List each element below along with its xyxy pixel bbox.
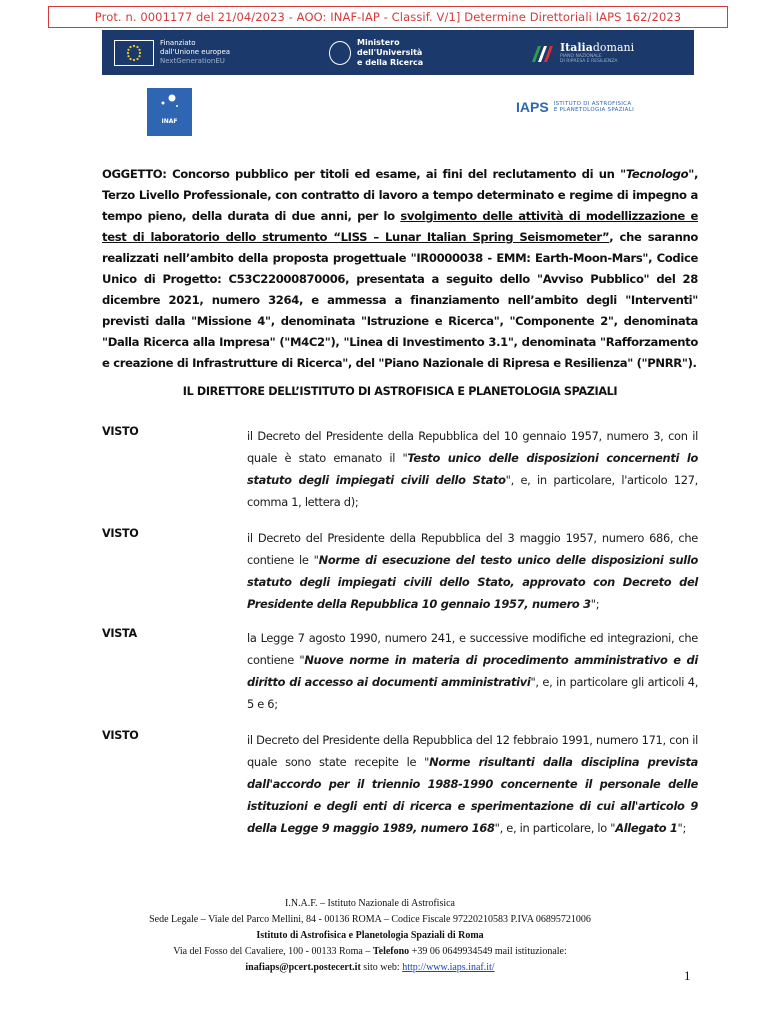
eu-text-1: Finanziato — [160, 39, 196, 47]
footer-line-5: inafiaps@pcert.postecert.it sito web: http://www.iaps.inaf.it/ — [245, 962, 495, 973]
clause-key: VISTO — [102, 729, 139, 742]
inaf-star-icon — [147, 88, 192, 118]
protocol-stamp: Prot. n. 0001177 del 21/04/2023 - AOO: INAF-IAP - Classif. V/1] Determine Direttoriali IAPS 162/2023 — [48, 6, 728, 28]
italiadomani-logo — [529, 41, 634, 64]
inaf-logo — [147, 88, 192, 136]
director-heading: IL DIRETTORE DELL’ISTITUTO DI ASTROFISICA E PLANETOLOGIA SPAZIALI — [182, 385, 618, 398]
footer-line-1: I.N.A.F. – Istituto Nazionale di Astrofisica — [284, 898, 455, 909]
funding-banner — [102, 30, 694, 75]
eu-flag-icon — [114, 40, 154, 66]
eu-text-2: dall'Unione europea — [160, 48, 231, 56]
mur-text-1: Ministero — [357, 37, 400, 47]
iaps-sub-2: E PLANETOLOGIA SPAZIALI — [553, 107, 635, 113]
clause-key: VISTO — [102, 425, 139, 438]
italiadomani-sub-1: PIANO NAZIONALE — [560, 54, 602, 59]
iaps-sub-1: ISTITUTO DI ASTROFISICA — [553, 100, 632, 107]
clause-text: il Decreto del Presidente della Repubblica del 3 maggio 1957, numero 686, che contiene le "Norme di esecuzione del testo unico delle disposizioni sullo statuto degli impiegati civili dello Stato, approvato con Decreto del Presidente della Repubblica 10 gennaio 1957, numero 3"; — [247, 531, 698, 611]
italiadomani-sub-2: DI RIPRESA E RESILIENZA — [560, 59, 618, 64]
inaf-label: INAF — [161, 118, 178, 125]
clause-text: il Decreto del Presidente della Repubblica del 12 febbraio 1991, numero 171, con il quale sono state recepite le "Norme risultanti dalla disciplina prevista dall'accordo per il triennio 1988-1990 concernente il personale delle istituzioni e degli enti di ricerca e sperimentazione di cui all'articolo 9 della Legge 9 maggio 1989, numero 168", e, in particolare, lo "Allegato 1"; — [247, 733, 698, 835]
page-footer — [60, 896, 680, 976]
republic-emblem-icon — [329, 41, 351, 65]
page-number: 1 — [684, 968, 691, 983]
iaps-wordmark: IAPS — [516, 99, 549, 115]
iaps-logo — [516, 99, 634, 115]
website-link[interactable]: http://www.iaps.inaf.it/ — [402, 962, 495, 973]
footer-line-3: Istituto di Astrofisica e Planetologia Spaziali di Roma — [256, 930, 484, 941]
eu-text-3: NextGenerationEU — [160, 57, 225, 65]
clause-key: VISTA — [102, 627, 137, 640]
subject-paragraph: OGGETTO: Concorso pubblico per titoli ed esame, ai fini del reclutamento di un "Tecnologo", Terzo Livello Professionale, con contratto di lavoro a tempo determinato e regime di impegno a tempo pieno, della durata di due anni, per lo svolgimento delle attività di modellizzazione e test di laboratorio dello strumento “LISS – Lunar Italian Spring Seismometer”, che saranno realizzati nell’ambito della proposta progettuale "IR0000038 - EMM: Earth-Moon-Mars", Codice Unico di Progetto: C53C22000870006, presentata a seguito dello "Avviso Pubblico" del 28 dicembre 2021, numero 3264, e ammessa a finanziamento nell’ambito degli "Interventi" previsti dalla "Missione 4", denominata "Istruzione e Ricerca", "Componente 2", denominata "Dalla Ricerca alla Impresa" ("M4C2"), "Linea di Investimento 3.1", denominata "Rafforzamento e creazione di Infrastrutture di Ricerca", del "Piano Nazionale di Ripresa e Resilienza" ("PNRR"). — [102, 167, 698, 370]
clause-text: il Decreto del Presidente della Repubblica del 10 gennaio 1957, numero 3, con il quale è stato emanato il "Testo unico delle disposizioni concernenti lo statuto degli impiegati civili dello Stato", e, in particolare, l'articolo 127, comma 1, lettera d); — [247, 429, 698, 509]
mur-logo — [329, 38, 509, 68]
mur-text-2: dell'Università — [357, 47, 423, 57]
italiadomani-name: Italiadomani — [560, 41, 635, 54]
clause-key: VISTO — [102, 527, 139, 540]
footer-line-4: Via del Fosso del Cavaliere, 100 - 00133 Roma – Telefono +39 06 0649934549 mail istituzionale: — [173, 946, 567, 957]
clause-text: la Legge 7 agosto 1990, numero 241, e successive modifiche ed integrazioni, che contiene "Nuove norme in materia di procedimento amministrativo e di diritto di accesso ai documenti amministrativi", e, in particolare gli articoli 4, 5 e 6; — [247, 631, 699, 711]
footer-line-2: Sede Legale – Viale del Parco Mellini, 84 - 00136 ROMA – Codice Fiscale 97220210583 P.IVA 06895721006 — [149, 914, 591, 925]
italy-flag-icon — [529, 42, 555, 64]
eu-logo — [114, 39, 274, 66]
mur-text-3: e della Ricerca — [357, 57, 424, 67]
